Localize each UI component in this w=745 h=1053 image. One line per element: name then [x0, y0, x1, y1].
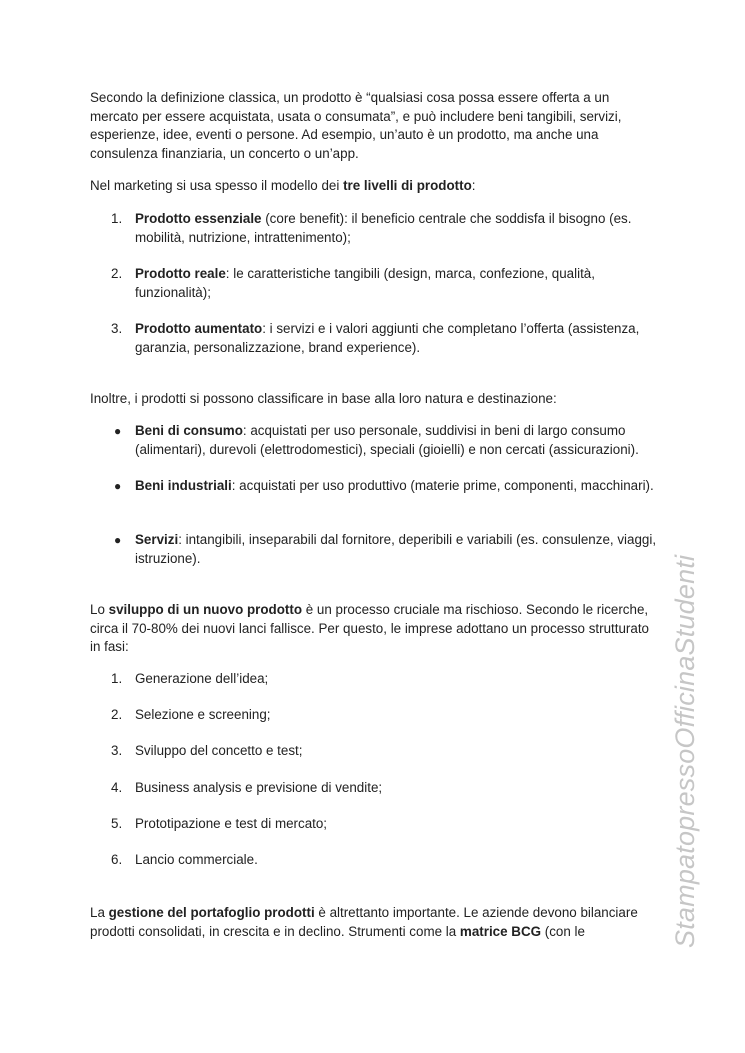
paragraph-new-product-development: Lo sviluppo di un nuovo prodotto è un processo cruciale ma rischioso. Secondo le ricerche, circa il 70-80% dei nuovi lanci fallisce. Per questo, le imprese adottano un processo strutturato in fasi:: [90, 602, 649, 655]
list-number: 4.: [111, 780, 123, 795]
bullet-icon: ●: [114, 424, 122, 438]
list-number: 1.: [111, 211, 123, 226]
list-number: 3.: [111, 321, 123, 336]
document-page: Secondo la definizione classica, un prodotto è “qualsiasi cosa possa essere offerta a un mercato per essere acquistata, usata o consumata”, e può includere beni tangibili, servizi, esperienze, idee, eventi o persone. Ad esempio, un’auto è un prodotto, ma anche una consulenza finanziaria, un concerto o un’app. Nel marketing si usa spesso il modello dei tre livelli di prodotto: 1. Prodotto essenziale (core benefit): il beneficio centrale che soddisfa il bisogno (es. mobilità, nutrizione, intrattenimento); 2. Prodotto reale: le caratteristiche tangibili (design, marca, confezione, qualità, funzionalità); 3. Prodotto aumentato: i servizi e i valori aggiunti che completano l’offerta (assistenza, garanzia, personalizzazione, brand experience). Inoltre, i prodotti si possono classificare in base alla loro natura e destinazione: ● Beni di consumo: acquistati per uso personale, suddivisi in beni di largo consumo (alimentari), durevoli (elettrodomestici), speciali (gioielli) e non cercati (assicurazioni). ● Beni industriali: acquistati per uso produttivo (materie prime, componenti, macchinari). ● Servizi: intangibili, inseparabili dal fornitore, deperibili e variabili (es. consulenze, viaggi, istruzione). Lo sviluppo di un nuovo prodotto è un processo cruciale ma rischioso. Secondo le ricerche, circa il 70-80% dei nuovi lanci fallisce. Per questo, le imprese adottano un processo strutturato in fasi: 1. Generazione dell’idea; 2. Selezione e screening; 3. Sviluppo del concetto e test; 4. Business analysis e previsione di vendite; 5. Prototipazione e test di mercato; 6. Lancio commerciale. La gestione del portafoglio prodotti è altrettanto importante. Le aziende devono bilanciare prodotti consolidati, in crescita e in declino. Strumenti come la matrice BCG (con le StampatopressoOfficinaStudenti: [90, 90, 700, 948]
paragraph-classification-intro: Inoltre, i prodotti si possono classificare in base alla loro natura e destinazione:: [90, 391, 557, 406]
list-number: 3.: [111, 743, 123, 758]
list-number: 5.: [111, 816, 123, 831]
list-number: 2.: [111, 266, 123, 281]
paragraph-levels-intro: Nel marketing si usa spesso il modello dei tre livelli di prodotto:: [90, 178, 476, 193]
paragraph-portfolio-management: La gestione del portafoglio prodotti è altrettanto importante. Le aziende devono bilanciare prodotti consolidati, in crescita e in declino. Strumenti come la matrice BCG (con le: [90, 905, 638, 939]
watermark: [606, 536, 700, 948]
watermark-text: StampatopressoOfficinaStudenti: [670, 554, 700, 948]
list-number: 6.: [111, 852, 123, 867]
list-number: 2.: [111, 707, 123, 722]
bullet-icon: ●: [114, 533, 122, 547]
bullet-icon: ●: [114, 479, 122, 493]
paragraph-product-definition: Secondo la definizione classica, un prodotto è “qualsiasi cosa possa essere offerta a un mercato per essere acquistata, usata o consumata”, e può includere beni tangibili, servizi, esperienze, idee, eventi o persone. Ad esempio, un’auto è un prodotto, ma anche una consulenza finanziaria, un concerto o un’app.: [90, 90, 622, 161]
list-number: 1.: [111, 671, 123, 686]
